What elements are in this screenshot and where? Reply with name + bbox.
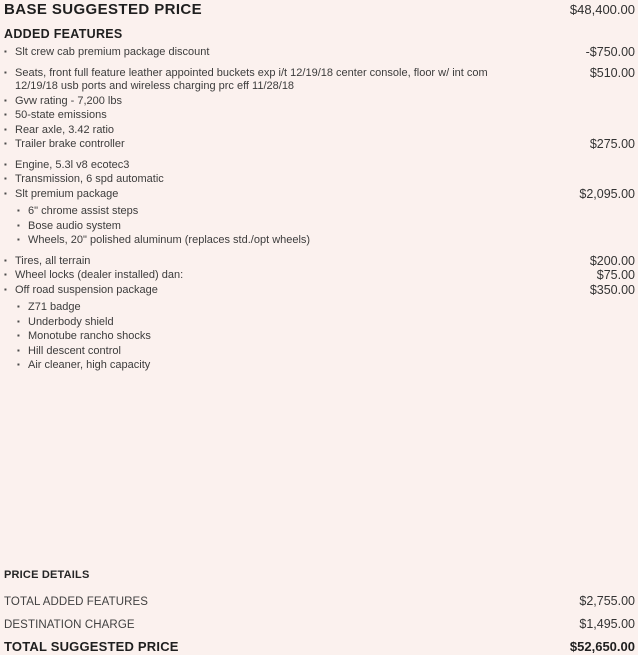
- feature-text: [4, 123, 114, 138]
- feature-price: $275.00: [589, 137, 635, 151]
- feature-item: [4, 329, 635, 344]
- feature-text: [4, 66, 488, 94]
- bullet-icon: ▪: [4, 95, 7, 105]
- feature-text: [4, 94, 122, 109]
- added-features-list: [0, 45, 638, 373]
- feature-line: ▪ Trailer brake controller: [4, 138, 125, 150]
- feature-line: ▪ Air cleaner, high capacity: [17, 359, 151, 371]
- bullet-icon: ▪: [4, 284, 7, 294]
- bullet-icon: ▪: [4, 174, 7, 183]
- price-details-section: [0, 569, 638, 654]
- feature-text: [17, 358, 150, 373]
- feature-item: [4, 123, 635, 138]
- feature-item: [4, 315, 635, 330]
- feature-price: $2,095.00: [579, 186, 635, 201]
- feature-item: [4, 137, 635, 152]
- destination-charge-row: [4, 617, 635, 632]
- price-details-heading: PRICE DETAILS: [4, 569, 90, 581]
- feature-line: ▪ 50-state emissions: [4, 109, 107, 121]
- total-added-features-label: TOTAL ADDED FEATURES: [4, 596, 149, 608]
- feature-item: [4, 94, 635, 109]
- feature-text: [17, 300, 81, 315]
- feature-item: [4, 283, 635, 298]
- feature-line: ▪ Wheels, 20" polished aluminum (replaces std./opt wheels): [17, 234, 311, 246]
- feature-text: [4, 254, 90, 269]
- feature-item: [4, 254, 635, 269]
- feature-text: [17, 233, 310, 248]
- base-price-row: [0, 0, 638, 18]
- total-suggested-price-row: [4, 640, 635, 654]
- feature-price: $200.00: [589, 253, 635, 268]
- feature-text: [17, 329, 151, 344]
- bullet-icon: ▪: [4, 139, 7, 148]
- feature-line: ▪ Wheel locks (dealer installed) dan:: [4, 269, 184, 281]
- bullet-icon: ▪: [4, 110, 7, 119]
- feature-item: [4, 187, 635, 202]
- feature-text: [4, 283, 158, 298]
- feature-line: ▪ Slt crew cab premium package discount: [4, 46, 210, 58]
- feature-item: [4, 66, 635, 94]
- feature-line: ▪ Engine, 5.3l v8 ecotec3: [4, 158, 130, 171]
- bullet-icon: ▪: [4, 188, 7, 198]
- feature-line: ▪ Monotube rancho shocks: [17, 330, 151, 342]
- feature-line: ▪ Bose audio system: [17, 219, 121, 232]
- feature-line: ▪ Seats, front full feature leather appointed buckets exp i/t 12/19/18 center console, floor w/ int com: [4, 66, 488, 79]
- feature-item: [4, 233, 635, 248]
- added-features-heading: ADDED FEATURES: [4, 27, 123, 41]
- feature-item: [4, 45, 635, 60]
- feature-item: [4, 172, 635, 187]
- feature-line-continuation: 12/19/18 usb ports and wireless charging prc eff 11/28/18: [15, 80, 295, 92]
- bullet-icon: ▪: [17, 316, 20, 326]
- feature-price: -$750.00: [585, 45, 635, 59]
- feature-text: [17, 219, 121, 234]
- feature-text: [17, 204, 138, 219]
- feature-text: [4, 187, 118, 202]
- feature-line: ▪ Gvw rating - 7,200 lbs: [4, 94, 122, 107]
- feature-line: ▪ Slt premium package: [4, 187, 119, 200]
- bullet-icon: ▪: [4, 159, 7, 169]
- total-added-features-value: $2,755.00: [579, 594, 635, 608]
- feature-line: ▪ Transmission, 6 spd automatic: [4, 173, 164, 185]
- feature-text: [17, 315, 114, 330]
- feature-item: [4, 219, 635, 234]
- bullet-icon: ▪: [4, 67, 7, 77]
- bullet-icon: ▪: [4, 255, 7, 265]
- feature-item: [4, 108, 635, 123]
- feature-item: [4, 344, 635, 359]
- feature-text: [4, 158, 129, 173]
- feature-item: [4, 358, 635, 373]
- destination-charge-label: DESTINATION CHARGE: [4, 619, 135, 631]
- bullet-icon: ▪: [17, 220, 20, 230]
- base-price-label: BASE SUGGESTED PRICE: [4, 1, 203, 18]
- feature-text: [4, 172, 164, 187]
- bullet-icon: ▪: [4, 270, 7, 279]
- feature-line: ▪ Rear axle, 3.42 ratio: [4, 123, 115, 136]
- total-suggested-price-value: $52,650.00: [569, 639, 635, 654]
- total-suggested-price-label: TOTAL SUGGESTED PRICE: [4, 639, 179, 654]
- feature-text: [4, 45, 209, 60]
- bullet-icon: ▪: [17, 331, 20, 340]
- feature-line: ▪ Tires, all terrain: [4, 254, 91, 267]
- bullet-icon: ▪: [17, 206, 20, 215]
- feature-text: [17, 344, 121, 359]
- bullet-icon: ▪: [4, 47, 7, 56]
- feature-item: [4, 158, 635, 173]
- feature-line: ▪ Z71 badge: [17, 301, 81, 313]
- bullet-icon: ▪: [17, 360, 20, 369]
- bullet-icon: ▪: [17, 345, 20, 355]
- total-added-features-row: [4, 594, 635, 609]
- feature-item: [4, 300, 635, 315]
- bullet-icon: ▪: [4, 124, 7, 134]
- destination-charge-value: $1,495.00: [579, 617, 635, 631]
- feature-item: [4, 268, 635, 283]
- feature-text: [4, 137, 125, 152]
- feature-item: [4, 204, 635, 219]
- feature-price: $350.00: [589, 282, 635, 297]
- feature-line: ▪ 6" chrome assist steps: [17, 205, 139, 217]
- feature-price: $75.00: [596, 268, 635, 282]
- bullet-icon: ▪: [17, 235, 20, 244]
- feature-text: [4, 108, 107, 123]
- feature-line: ▪ Hill descent control: [17, 344, 121, 357]
- base-price-value: $48,400.00: [569, 2, 635, 17]
- feature-price: $510.00: [589, 65, 635, 80]
- bullet-icon: ▪: [17, 302, 20, 311]
- feature-line: ▪ Underbody shield: [17, 315, 114, 328]
- feature-text: [4, 268, 183, 283]
- feature-line: ▪ Off road suspension package: [4, 283, 158, 296]
